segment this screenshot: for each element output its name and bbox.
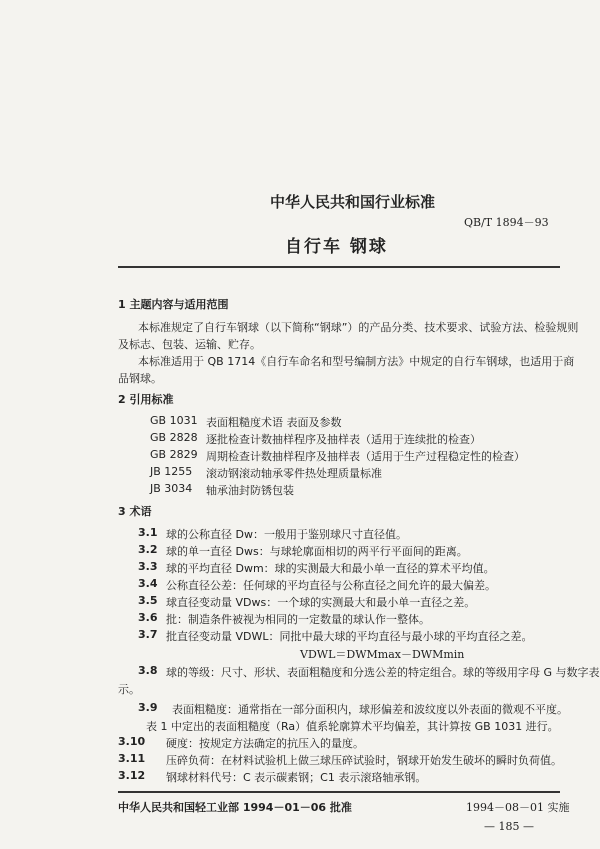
definition-number: 3.4 (138, 577, 158, 590)
batch-variation-formula: VDWL＝DWMmax－DWMmin (300, 648, 465, 661)
effective-date: 1994－08－01 实施 (466, 801, 570, 814)
reference-title: 轴承油封防锈包装 (206, 484, 294, 497)
standard-code: QB/T 1894－93 (464, 216, 549, 229)
definition-text: 球的平均直径 Dwm：球的实测最大和最小单一直径的算术平均值。 (166, 562, 495, 575)
definition-text: 压碎负荷：在材料试验机上做三球压碎试验时，钢球开始发生破坏的瞬时负荷值。 (166, 754, 562, 767)
page-number: — 185 — (484, 820, 534, 833)
definition-number: 3.5 (138, 594, 158, 607)
definition-number: 3.10 (118, 735, 146, 748)
definition-note: 表 1 中定出的表面粗糙度（Ra）值系轮廓算术平均偏差，其计算按 GB 1031 进行。 (146, 720, 559, 733)
definition-text: 球的单一直径 Dws：与球轮廓面相切的两平行平面间的距离。 (166, 545, 468, 558)
definition-text-continued: 示。 (118, 683, 140, 696)
definition-number: 3.1 (138, 526, 158, 539)
reference-code: GB 2828 (150, 431, 198, 444)
standard-org: 中华人民共和国行业标准 (270, 193, 436, 211)
definition-number: 3.9 (138, 701, 158, 714)
reference-title: 表面粗糙度术语 表面及参数 (206, 416, 342, 429)
title-rule (118, 266, 560, 268)
section-1-heading: 1 主题内容与适用范围 (118, 298, 229, 311)
definition-number: 3.12 (118, 769, 146, 782)
definition-text: 球的公称直径 Dw：一般用于鉴别球尺寸直径值。 (166, 528, 407, 541)
reference-code: JB 1255 (150, 465, 193, 478)
reference-code: GB 2829 (150, 448, 198, 461)
section-2-heading: 2 引用标准 (118, 393, 174, 406)
definition-text: 批：制造条件被视为相同的一定数量的球认作一整体。 (166, 613, 430, 626)
definition-number: 3.3 (138, 560, 158, 573)
definition-text: 公称直径公差：任何球的平均直径与公称直径之间允许的最大偏差。 (166, 579, 496, 592)
approval-line: 中华人民共和国轻工业部 1994－01－06 批准 (118, 801, 352, 814)
definition-text: 球的等级：尺寸、形状、表面粗糙度和分选公差的特定组合。球的等级用字母 G 与数字表 (166, 666, 600, 679)
section-1-p1-line2: 及标志、包装、运输、贮存。 (118, 338, 261, 351)
footer-rule (118, 791, 560, 793)
section-1-p2-line1: 本标准适用于 QB 1714《自行车命名和型号编制方法》中规定的自行车钢球，也适用于商 (138, 355, 575, 368)
definition-text: 批直径变动量 VDWL：同批中最大球的平均直径与最小球的平均直径之差。 (166, 630, 533, 643)
section-1-p1-line1: 本标准规定了自行车钢球（以下简称“钢球”）的产品分类、技术要求、试验方法、检验规则 (138, 321, 579, 334)
document-title: 自行车 钢球 (285, 237, 388, 257)
reference-code: JB 3034 (150, 482, 193, 495)
reference-title: 滚动钢滚动轴承零件热处理质量标准 (206, 467, 382, 480)
section-1-p2-line2: 品钢球。 (118, 372, 162, 385)
definition-number: 3.8 (138, 664, 158, 677)
section-3-heading: 3 术语 (118, 505, 152, 518)
definition-text: 硬度：按规定方法确定的抗压入的量度。 (166, 737, 364, 750)
reference-title: 逐批检查计数抽样程序及抽样表（适用于连续批的检查） (206, 433, 481, 446)
reference-title: 周期检查计数抽样程序及抽样表（适用于生产过程稳定性的检查） (206, 450, 525, 463)
definition-number: 3.2 (138, 543, 158, 556)
definition-text: 球直径变动量 VDws：一个球的实测最大和最小单一直径之差。 (166, 596, 476, 609)
definition-text: 表面粗糙度：通常指在一部分面积内，球形偏差和波纹度以外表面的微观不平度。 (172, 703, 568, 716)
definition-text: 钢球材料代号：C 表示碳素钢；C1 表示滚珞轴承钢。 (166, 771, 427, 784)
reference-code: GB 1031 (150, 414, 198, 427)
definition-number: 3.7 (138, 628, 158, 641)
definition-number: 3.11 (118, 752, 146, 765)
definition-number: 3.6 (138, 611, 158, 624)
